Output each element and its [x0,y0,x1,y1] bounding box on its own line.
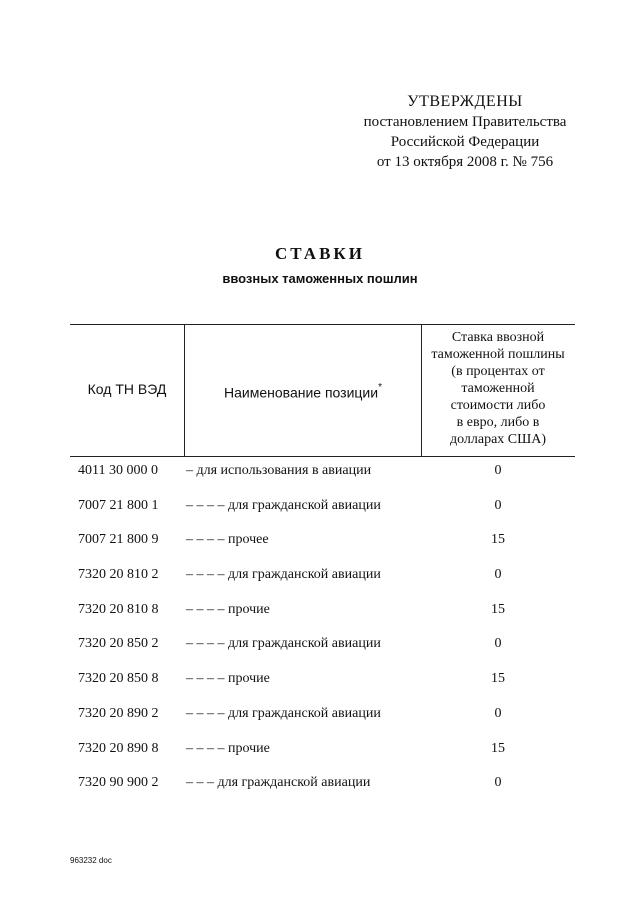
document-subtitle: ввозных таможенных пошлин [222,271,418,286]
header-name-footnote-mark: * [378,382,382,393]
row-code: 7320 20 810 2 [78,567,159,583]
row-code: 7320 20 890 2 [78,705,159,721]
table-row [0,567,640,602]
row-code: 7007 21 800 1 [78,497,159,513]
header-code: Код ТН ВЭД [87,381,167,397]
table-row [0,602,640,637]
approval-line-3: от 13 октября 2008 г. № 756 [376,154,554,170]
header-rate-line: стоимости либо [450,398,546,413]
table-header-bottom-border [70,456,575,457]
row-name: – – – – прочие [186,671,270,687]
row-name: – – – – для гражданской авиации [186,497,381,513]
table-row [0,636,640,671]
row-rate: 15 [491,740,505,756]
header-name [185,381,421,402]
row-code: 4011 30 000 0 [78,463,158,478]
row-name: – – – – для гражданской авиации [186,636,381,652]
row-rate: 0 [494,463,502,478]
table-body [0,463,640,810]
table-row [0,706,640,741]
row-code: 7320 20 890 8 [78,740,159,756]
document-id-footer: 963232 doc [70,856,112,865]
header-rate-line: в евро, либо в [456,415,540,430]
table-row [0,463,640,498]
header-rate-line: таможенной [461,381,535,396]
approval-line-1: постановлением Правительства [363,114,567,130]
header-rate-line: (в процентах от [451,364,545,379]
row-name: – – – – для гражданской авиации [186,567,381,583]
header-name-label: Наименование позиции [224,384,379,401]
document-title: СТАВКИ [275,244,365,263]
header-rate-line: Ставка ввозной [451,330,545,345]
row-name: – – – – прочие [186,740,270,756]
row-rate: 0 [494,497,502,513]
row-rate: 15 [491,671,505,687]
row-code: 7007 21 800 9 [78,532,159,548]
row-code: 7320 20 850 8 [78,671,159,687]
approval-line-2: Российской Федерации [390,134,540,150]
row-code: 7320 20 810 8 [78,601,159,617]
table-row [0,498,640,533]
row-rate: 0 [494,636,502,652]
row-rate: 0 [494,567,502,583]
table-top-border [70,324,575,325]
approval-block [340,92,590,172]
table-row [0,741,640,776]
row-name: – – – – прочие [186,601,270,617]
row-rate: 0 [494,775,502,791]
header-rate [421,329,575,448]
row-name: – – – – для гражданской авиации [186,705,381,721]
row-rate: 0 [494,705,502,721]
header-rate-line: таможенной пошлины [431,347,565,362]
table-row [0,671,640,706]
table-row [0,532,640,567]
row-rate: 15 [491,532,505,548]
table-row [0,775,640,810]
row-name: – – – – прочее [186,532,269,548]
approval-heading: УТВЕРЖДЕНЫ [407,93,523,110]
row-code: 7320 20 850 2 [78,636,159,652]
row-code: 7320 90 900 2 [78,775,159,791]
row-rate: 15 [491,601,505,617]
header-rate-line: долларах США) [449,432,547,447]
row-name: – для использования в авиации [186,463,372,478]
row-name: – – – для гражданской авиации [186,775,371,791]
